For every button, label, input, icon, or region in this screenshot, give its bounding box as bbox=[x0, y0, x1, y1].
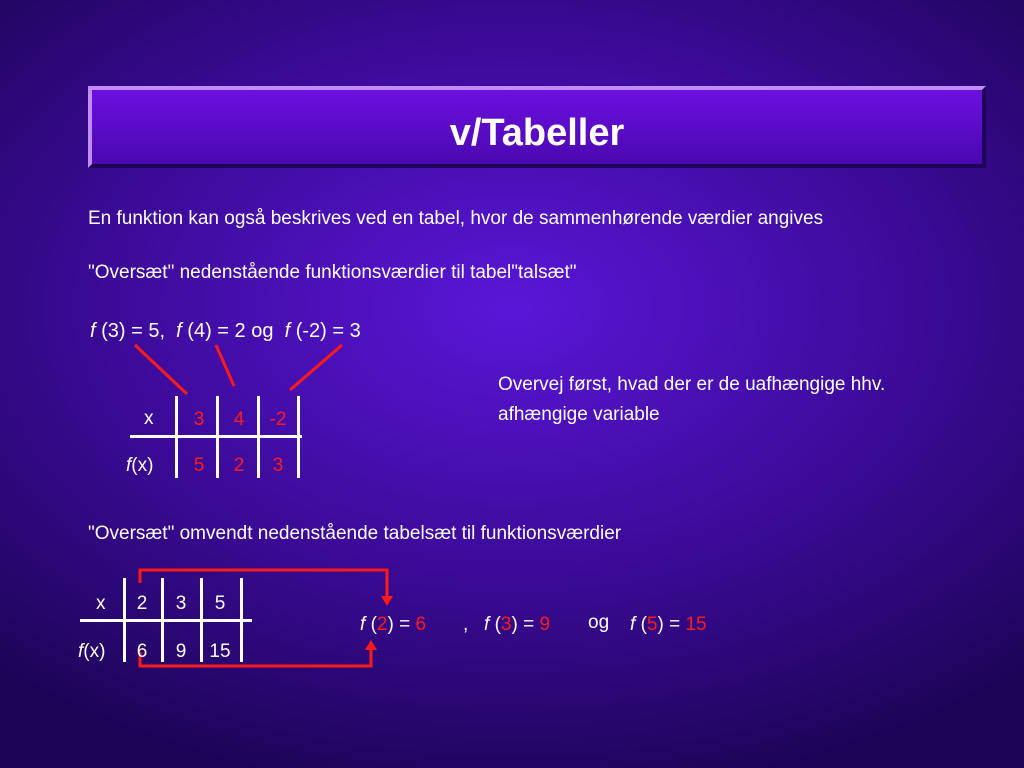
answer-1-y: 6 bbox=[415, 614, 427, 635]
table-1-x-cell: 3 bbox=[193, 409, 205, 430]
arrow-head-down bbox=[381, 596, 393, 606]
arrow-head-up bbox=[365, 640, 377, 650]
table-2-fx-cell: 15 bbox=[209, 641, 231, 662]
answer-1 bbox=[360, 614, 426, 636]
answer-3-x: 5 bbox=[646, 614, 658, 635]
hint-line-1: Overvej først, hvad der er de uafhængige hhv. bbox=[498, 374, 886, 395]
paren-close: ) bbox=[511, 614, 518, 635]
answer-og: og bbox=[588, 612, 610, 633]
answer-comma: , bbox=[463, 614, 469, 635]
table-1-fx-label bbox=[126, 455, 153, 477]
connector-line-3 bbox=[290, 345, 342, 390]
table-1-fx-cell: 5 bbox=[193, 455, 205, 476]
f-symbol: f bbox=[90, 320, 96, 342]
paren-open: ( bbox=[370, 614, 377, 635]
table-1-vline bbox=[175, 396, 178, 478]
f-symbol: f bbox=[126, 455, 132, 476]
f-symbol: f bbox=[78, 641, 84, 662]
table-2-x-cell: 5 bbox=[214, 593, 226, 614]
table-1-fx-cell: 3 bbox=[272, 455, 284, 476]
f-symbol: f bbox=[284, 320, 291, 342]
paren-close: ) bbox=[387, 614, 394, 635]
reverse-heading: "Oversæt" omvendt nedenstående tabelsæt til funktionsværdier bbox=[88, 523, 622, 544]
table-2-x-label: x bbox=[96, 593, 106, 614]
table-2-vline bbox=[240, 578, 243, 662]
f-symbol: f bbox=[360, 614, 366, 635]
equals-sign: = bbox=[669, 614, 681, 635]
table-1-x-cell: -2 bbox=[269, 409, 287, 430]
equation-1: (3) = 5, bbox=[101, 320, 166, 342]
table-2-divider bbox=[80, 619, 252, 622]
fx-rest: (x) bbox=[131, 455, 154, 476]
f-symbol: f bbox=[630, 614, 636, 635]
equals-sign: = bbox=[523, 614, 535, 635]
connector-line-1 bbox=[135, 345, 187, 394]
equation-2: (4) = 2 og bbox=[187, 320, 274, 342]
table-2-x-cell: 3 bbox=[175, 593, 187, 614]
table-2-fx-label bbox=[78, 641, 105, 663]
hint-line-2: afhængige variable bbox=[498, 404, 660, 425]
table-2-fx-cell: 9 bbox=[175, 641, 187, 662]
connector-line-2 bbox=[216, 345, 234, 386]
table-2-fx-cell: 6 bbox=[136, 641, 148, 662]
answer-3 bbox=[630, 614, 707, 636]
page-title: v/Tabeller bbox=[449, 112, 625, 154]
paren-open: ( bbox=[494, 614, 501, 635]
translate-heading: "Oversæt" nedenstående funktionsværdier til tabel"talsæt" bbox=[88, 262, 577, 283]
fx-rest: (x) bbox=[83, 641, 106, 662]
answer-1-x: 2 bbox=[376, 614, 388, 635]
answer-2 bbox=[484, 614, 550, 636]
equals-sign: = bbox=[399, 614, 411, 635]
intro-text: En funktion kan også beskrives ved en tabel, hvor de sammenhørende værdier angives bbox=[88, 208, 824, 229]
answer-2-y: 9 bbox=[539, 614, 551, 635]
table-1-fx-cell: 2 bbox=[233, 455, 245, 476]
paren-close: ) bbox=[657, 614, 664, 635]
paren-open: ( bbox=[640, 614, 647, 635]
table-1-x-cell: 4 bbox=[233, 409, 245, 430]
table-1-x-label: x bbox=[144, 408, 154, 429]
f-symbol: f bbox=[176, 320, 182, 342]
answer-3-y: 15 bbox=[685, 614, 707, 635]
answer-2-x: 3 bbox=[500, 614, 512, 635]
table-2-x-cell: 2 bbox=[136, 593, 148, 614]
f-symbol: f bbox=[484, 614, 490, 635]
equation-3: (-2) = 3 bbox=[295, 320, 361, 342]
